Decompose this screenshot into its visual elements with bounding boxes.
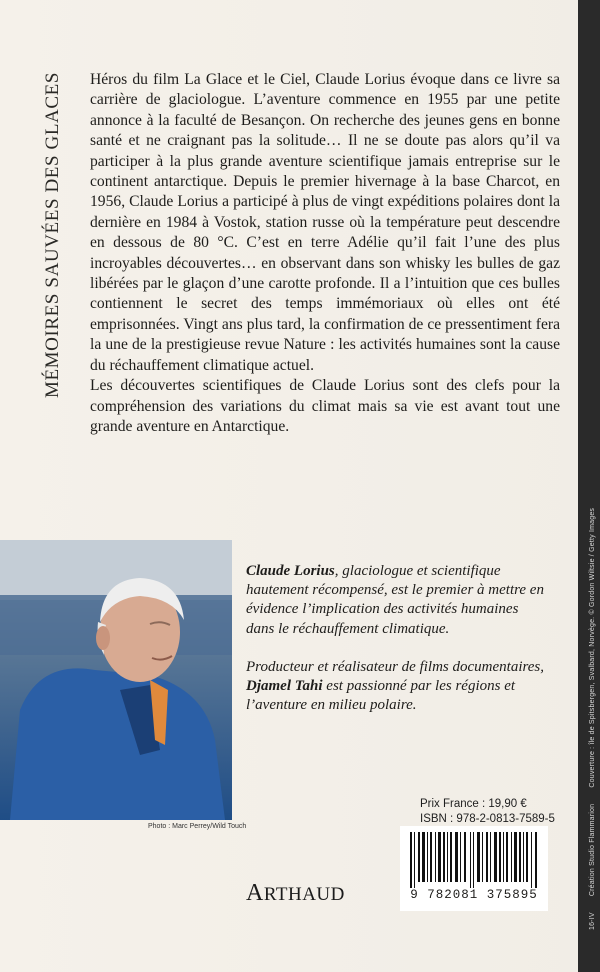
publisher-rest: RTHAUD (263, 884, 345, 905)
bio-tahi (246, 658, 546, 716)
price-block (420, 797, 555, 827)
isbn: ISBN : 978-2-0813-7589-5 (420, 813, 555, 825)
spine-design-credit: Création Studio Flammarion (589, 803, 596, 897)
barcode (400, 826, 548, 911)
publisher-initial: A (246, 880, 264, 906)
blurb-paragraph-2: Les découvertes scientifiques de Claude Lorius sont des clefs pour la compréhension des variations du climat mais sa vie est avant tout une grande aventure en Antarctique. (90, 377, 560, 435)
photo-credit: Photo : Marc Perrey/Wild Touch (148, 823, 247, 830)
bio-lorius (246, 562, 546, 639)
bio-lorius-text: , glaciologue et scientifique hautement récompensé, est le premier à mettre en évidence l’implication des activités humaines dans le réchauffement climatique. (246, 563, 544, 637)
cover-blurb (90, 70, 560, 437)
publisher-logo (246, 880, 345, 907)
barcode-number: 9 782081 375895 (410, 888, 538, 902)
spine-cover-credit: Couverture : île de Spitsbergen, Svalbard, Norvège. © Gordon Wiltsie / Getty Images (589, 507, 596, 788)
vertical-book-title: MÉMOIRES SAUVÉES DES GLACES (42, 71, 63, 399)
bio-tahi-intro: Producteur et réalisateur de films documentaires, (246, 658, 545, 675)
bio-tahi-name: Djamel Tahi (246, 678, 323, 695)
spine-code: 16-IV (589, 912, 596, 930)
author-photo (0, 540, 232, 820)
bio-lorius-name: Claude Lorius (246, 563, 335, 579)
spine-text (589, 494, 596, 930)
author-bios (246, 562, 546, 715)
price-france: Prix France : 19,90 € (420, 798, 527, 810)
barcode-bars (408, 832, 540, 888)
author-portrait-illustration (0, 540, 232, 820)
blurb-paragraph-1: Héros du film La Glace et le Ciel, Claude Lorius évoque dans ce livre sa carrière de glaciologue. L’aventure commence en 1955 par une petite annonce à la faculté de Besançon. On recherche des jeunes gens en bonne santé et ne craignant pas la solitude… Il ne se doute pas alors qu’il va participer à la plus grande aventure scientifique jamais entreprise sur le continent antarctique. Depuis le premier hivernage à la base Charcot, en 1956, Claude Lorius a participé à plus de vingt expéditions polaires dont la dernière en 1984 à Vostok, station russe où la température peut descendre en dessous de 80 °C. C’est en terre Adélie qu’il fait l’une des plus incroyables découvertes… en observant dans son whisky les bulles de gaz libérées par le glaçon d’une carotte profonde. Il a l’intuition que ces bulles contiennent le secret des temps immémoriaux où elles ont été emprisonnées. Vingt ans plus tard, la confirmation de ce pressentiment fera la une de la prestigieuse revue Nature : les activités humaines sont la cause du réchauffement climatique actuel. (90, 71, 560, 374)
bio-tahi-text: est passionné par les régions et l’aventure en milieu polaire. (246, 678, 516, 714)
